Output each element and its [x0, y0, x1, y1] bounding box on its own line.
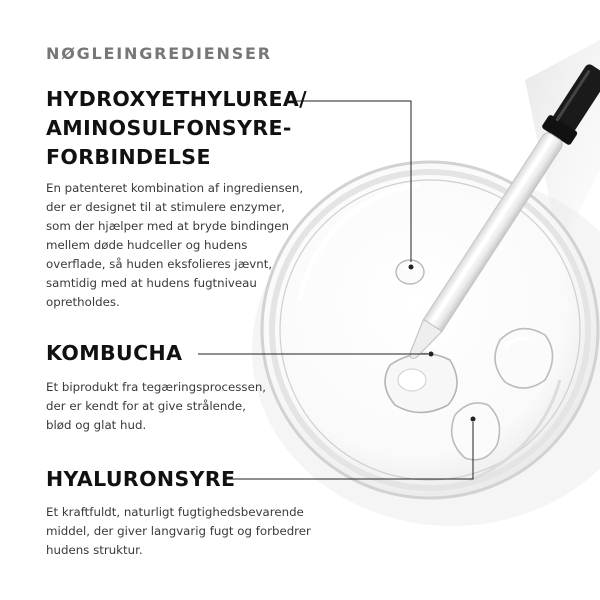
description-line: Et biprodukt fra tegæringsprocessen,	[46, 380, 267, 394]
ingredient-name-line: HYDROXYETHYLUREA/	[46, 87, 308, 111]
ingredient-description-hyaluronsyre	[46, 503, 311, 560]
description-line: hudens struktur.	[46, 543, 143, 557]
description-line: som der hjælper med at bryde bindingen	[46, 219, 290, 233]
ingredient-name-line: HYALURONSYRE	[46, 467, 236, 491]
description-line: mellem døde hudceller og hudens	[46, 238, 248, 252]
ingredient-name-hydroxyethylurea	[46, 85, 307, 172]
ingredient-description-kombucha	[46, 378, 266, 435]
ingredient-name-line: FORBINDELSE	[46, 145, 211, 169]
section-title: NØGLEINGREDIENSER	[46, 44, 272, 63]
description-line: middel, der giver langvarig fugt og forbedrer	[46, 524, 311, 538]
description-line: der er kendt for at give strålende,	[46, 399, 246, 413]
description-line: Et kraftfuldt, naturligt fugtighedsbevarende	[46, 505, 304, 519]
ingredient-name-line: AMINOSULFONSYRE-	[46, 116, 292, 140]
description-line: blød og glat hud.	[46, 418, 147, 432]
ingredient-name-line: KOMBUCHA	[46, 341, 183, 365]
description-line: opretholdes.	[46, 295, 120, 309]
description-line: der er designet til at stimulere enzymer,	[46, 200, 285, 214]
ingredient-name-kombucha	[46, 339, 182, 368]
ingredient-name-hyaluronsyre	[46, 465, 235, 494]
description-line: overflade, så huden eksfolieres jævnt,	[46, 257, 273, 271]
description-line: samtidig med at hudens fugtniveau	[46, 276, 257, 290]
ingredient-description-hydroxyethylurea	[46, 179, 303, 312]
description-line: En patenteret kombination af ingrediensen,	[46, 181, 304, 195]
